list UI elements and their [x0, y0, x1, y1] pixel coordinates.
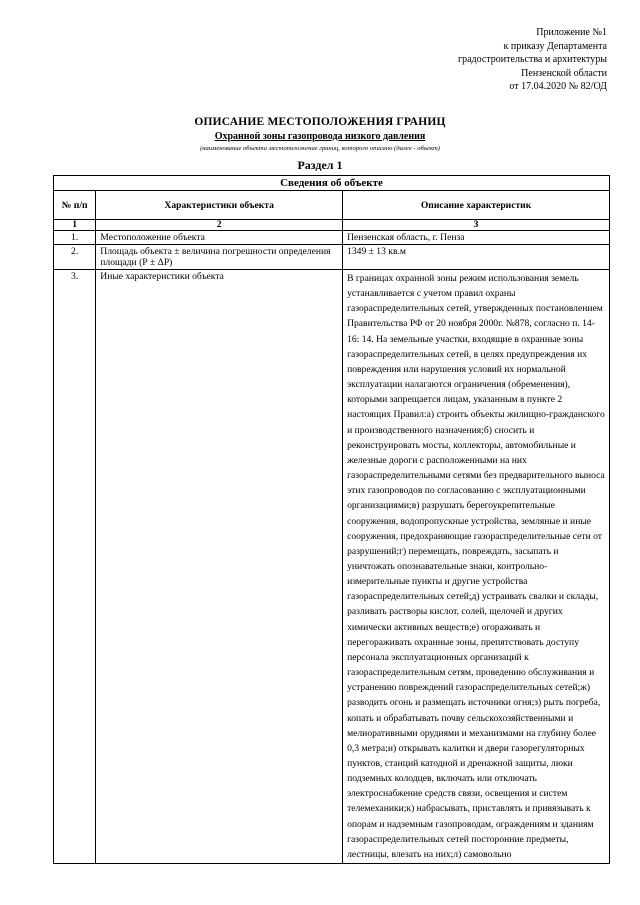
appendix-line: градостроительства и архитектуры [458, 54, 607, 66]
row-number: 1. [54, 231, 96, 245]
row-characteristic: Площадь объекта ± величина погрешности определения площади (Р ± ΔР) [96, 245, 343, 270]
column-number: 1 [54, 220, 96, 231]
table-row [54, 270, 610, 864]
row-characteristic: Местоположение объекта [96, 231, 343, 245]
appendix-block [367, 26, 607, 94]
row-number: 2. [54, 245, 96, 270]
table-banner: Сведения об объекте [54, 176, 610, 191]
appendix-line: от 17.04.2020 № 82/ОД [509, 81, 607, 93]
appendix-line: Пензенской области [521, 67, 607, 79]
section-heading: Раздел 1 [297, 158, 343, 172]
table-row [54, 231, 610, 245]
column-header-characteristic: Характеристики объекта [96, 191, 343, 220]
table-row [54, 245, 610, 270]
column-number-row [54, 220, 610, 231]
object-info-table [53, 175, 610, 864]
column-number: 3 [343, 220, 610, 231]
row-description: Пензенская область, г. Пенза [343, 231, 610, 245]
row-number: 3. [54, 270, 96, 864]
row-description: 1349 ± 13 кв.м [343, 245, 610, 270]
column-number: 2 [96, 220, 343, 231]
object-name-caption: (наименование объекта местоположение границ, которого описано (далее - объект) [200, 145, 440, 152]
table-header-row [54, 191, 610, 220]
document-title: ОПИСАНИЕ МЕСТОПОЛОЖЕНИЯ ГРАНИЦ [194, 116, 446, 128]
appendix-line: к приказу Департамента [503, 40, 607, 52]
row-characteristic: Иные характеристики объекта [96, 270, 343, 864]
column-header-number: № п/п [54, 191, 96, 220]
column-header-description: Описание характеристик [343, 191, 610, 220]
row-description: В границах охранной зоны режим использования земель устанавливается с учетом правил охраны газораспределительных сетей, утвержденных постановлением Правительства РФ от 20 ноября 2000г. №878, согласно п. 14-16: 14. На земельные участки, входящие в охранные зоны газораспределительных сетей, в целях предупреждения их повреждения или нарушения условий их нормальной эксплуатации налагаются ограничения (обременения), которыми запрещается лицам, указанным в пункте 2 настоящих Правил:а) строить объекты жилищно-гражданского и производственного назначения;б) сносить и реконструировать мосты, коллекторы, автомобильные и железные дороги с расположенными на них газораспределительными сетями без предварительного выноса этих газопроводов по согласованию с эксплуатационными организациями;в) разрушать берегоукрепительные сооружения, водопропускные устройства, земляные и иные сооружения, предохраняющие газораспределительные сети от разрушений;г) перемещать, повреждать, засыпать и уничтожать опознавательные знаки, контрольно-измерительные пункты и другие устройства газораспределительных сетей;д) устраивать свалки и склады, разливать растворы кислот, солей, щелочей и других химически активных веществ;е) огораживать и перегораживать охранные зоны, препятствовать доступу персонала эксплуатационных организаций к газораспределительным сетям, проведению обслуживания и устранению повреждений газораспределительных сетей;ж) разводить огонь и размещать источники огня;з) рыть погреба, копать и обрабатывать почву сельскохозяйственными и мелиоративными орудиями и механизмами на глубину более 0,3 метра;и) открывать калитки и двери газорегуляторных пунктов, станций катодной и дренажной защиты, люки подземных колодцев, включать или отключать электроснабжение средств связи, освещения и систем телемеханики;к) набрасывать, приставлять и привязывать к опорам и надземным газопроводам, ограждениям и зданиям газораспределительных сетей посторонние предметы, лестницы, влезать на них;л) самовольно [343, 270, 610, 864]
object-name: Охранной зоны газопровода низкого давления [214, 131, 426, 142]
appendix-line: Приложение №1 [536, 27, 607, 38]
